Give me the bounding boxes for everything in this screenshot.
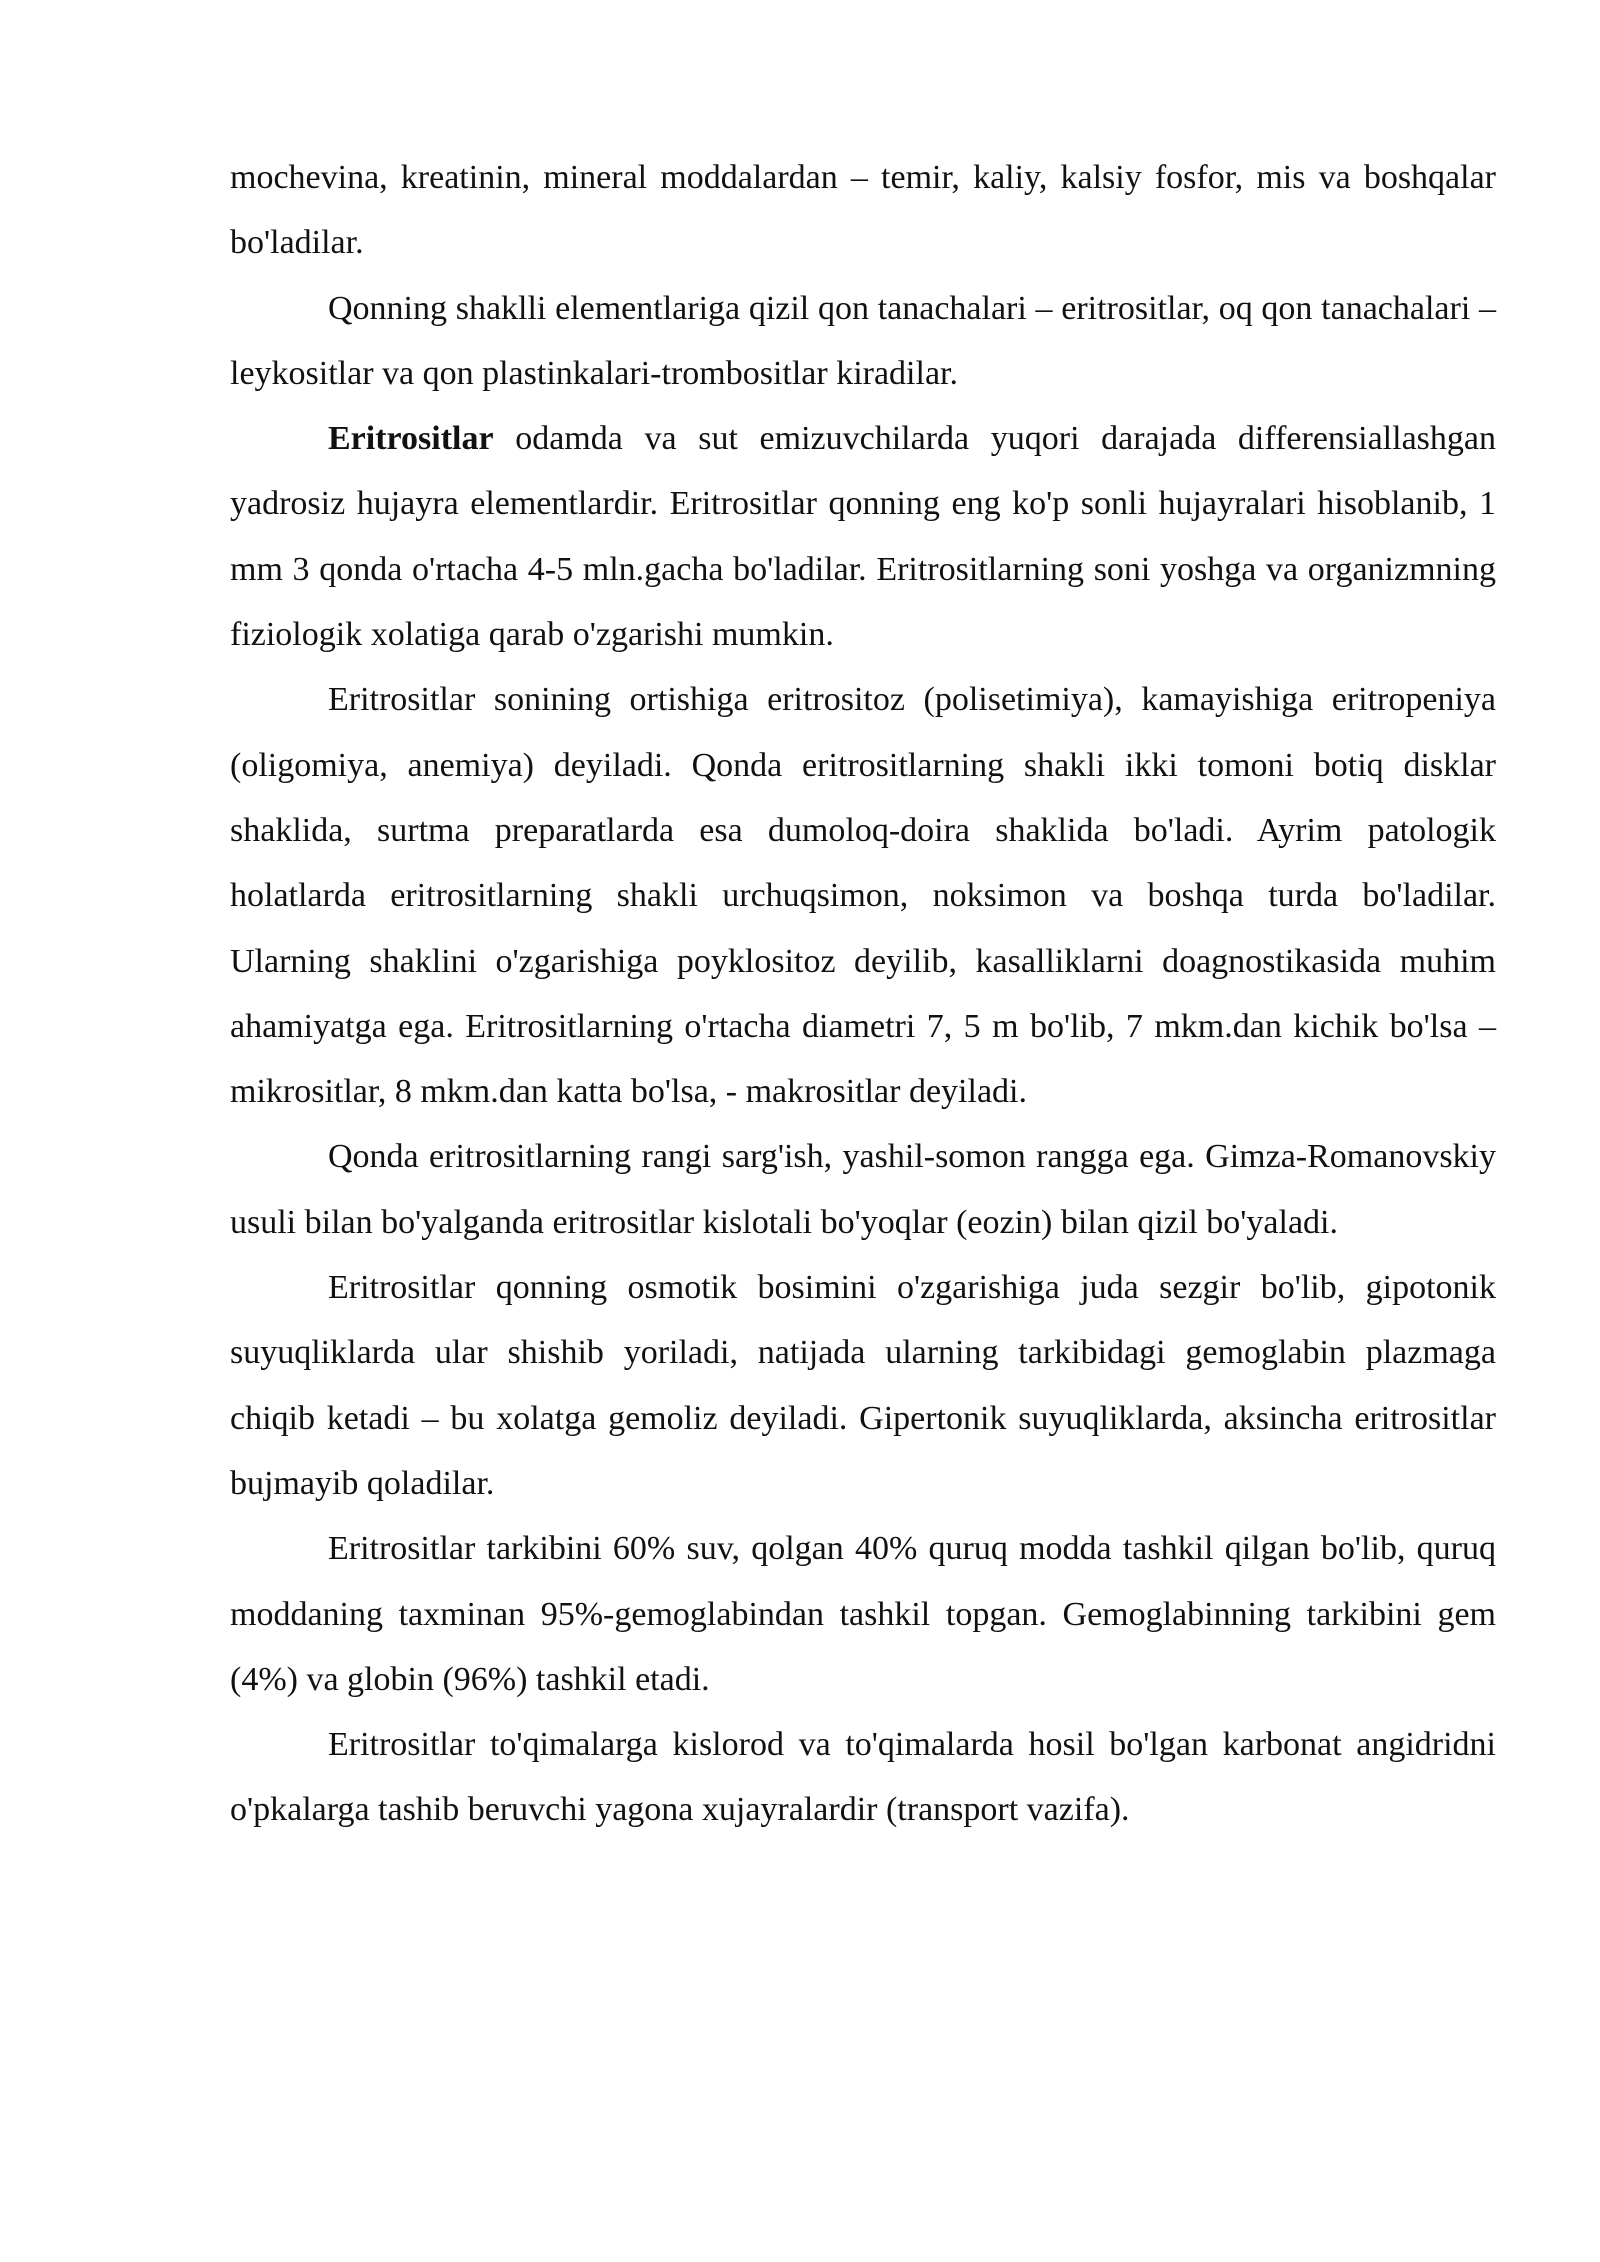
paragraph-text: Eritrositlar qonning osmotik bosimini o'zgarishiga juda sezgir bo'lib, gipotonik suyuqliklarda ular shishib yoriladi, natijada ularning tarkibidagi gemoglabin plazmaga chiqib ketadi – bu xolatga gemoliz deyiladi. Gipertonik suyuqliklarda, aksincha eritrositlar bujmayib qoladilar. — [230, 1269, 1496, 1502]
paragraph-1 — [230, 145, 1496, 276]
paragraph-2 — [230, 276, 1496, 407]
paragraph-4 — [230, 667, 1496, 1124]
paragraph-6 — [230, 1255, 1496, 1516]
bold-term: Eritrositlar — [328, 420, 494, 458]
paragraph-text: Eritrositlar tarkibini 60% suv, qolgan 40% quruq modda tashkil qilgan bo'lib, quruq moddaning taxminan 95%-gemoglabindan tashkil topgan. Gemoglabinning tarkibini gem (4%) va globin (96%) tashkil etadi. — [230, 1530, 1496, 1698]
paragraph-text: Qonning shaklli elementlariga qizil qon tanachalari – eritrositlar, oq qon tanachalari – leykositlar va qon plastinkalari-trombositlar kiradilar. — [230, 289, 1496, 392]
document-page — [230, 145, 1496, 1843]
paragraph-text: odamda va sut emizuvchilarda yuqori darajada differensiallashgan yadrosiz hujayra elementlardir. Eritrositlar qonning eng ko'p sonli hujayralari hisoblanib, 1 mm 3 qonda o'rtacha 4-5 mln.gacha bo'ladilar. Eritrositlarning soni yoshga va organizmning fiziologik xolatiga qarab o'zgarishi mumkin. — [230, 420, 1496, 654]
paragraph-text: Eritrositlar to'qimalarga kislorod va to'qimalarda hosil bo'lgan karbonat angidridni o'pkalarga tashib beruvchi yagona xujayralardir (transport vazifa). — [230, 1726, 1496, 1829]
paragraph-8 — [230, 1712, 1496, 1843]
paragraph-7 — [230, 1516, 1496, 1712]
paragraph-text: Qonda eritrositlarning rangi sarg'ish, yashil-somon rangga ega. Gimza-Romanovskiy usuli bilan bo'yalganda eritrositlar kislotali bo'yoqlar (eozin) bilan qizil bo'yaladi. — [230, 1138, 1496, 1241]
paragraph-text: Eritrositlar sonining ortishiga eritrositoz (polisetimiya), kamayishiga eritropeniya (oligomiya, anemiya) deyiladi. Qonda eritrositlarning shakli ikki tomoni botiq disklar shaklida, surtma preparatlarda esa dumoloq-doira shaklida bo'ladi. Ayrim patologik holatlarda eritrositlarning shakli urchuqsimon, noksimon va boshqa turda bo'ladilar. Ularning shaklini o'zgarishiga poyklositoz deyilib, kasalliklarni doagnostikasida muhim ahamiyatga ega. Eritrositlarning o'rtacha diametri 7, 5 m bo'lib, 7 mkm.dan kichik bo'lsa – mikrositlar, 8 mkm.dan katta bo'lsa, - makrositlar deyiladi. — [230, 681, 1496, 1111]
paragraph-text: mochevina, kreatinin, mineral moddalardan – temir, kaliy, kalsiy fosfor, mis va boshqalar bo'ladilar. — [230, 159, 1496, 262]
paragraph-5 — [230, 1124, 1496, 1255]
paragraph-3 — [230, 406, 1496, 667]
